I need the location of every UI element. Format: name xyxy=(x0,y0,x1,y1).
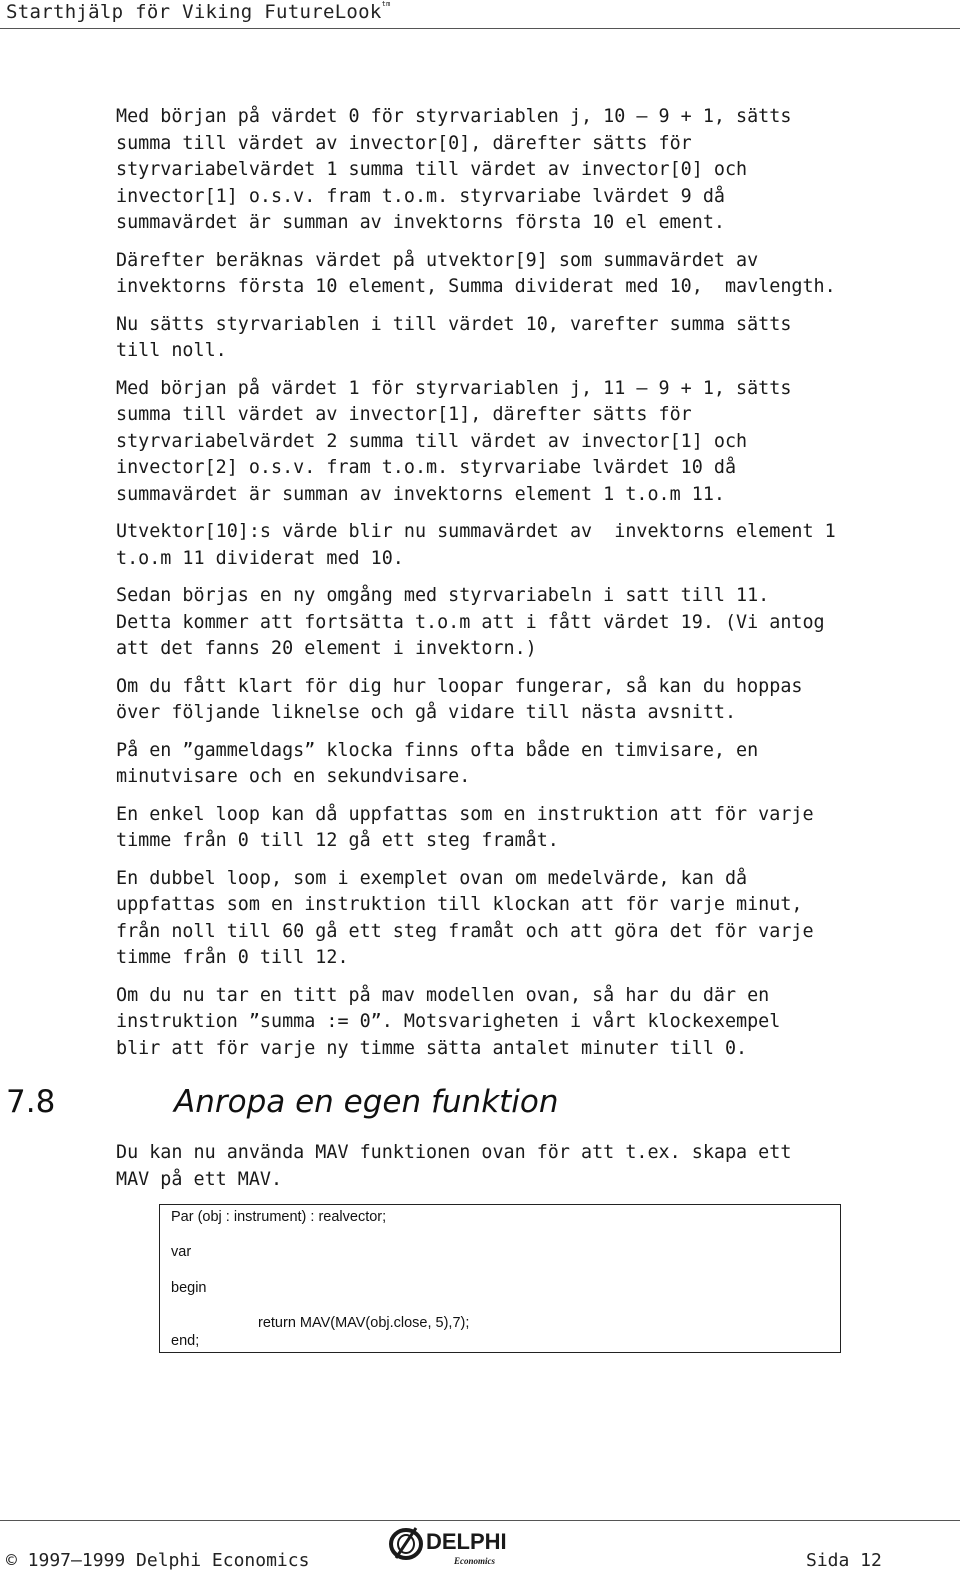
code-line-return: return MAV(MAV(obj.close, 5),7); xyxy=(258,1315,470,1331)
footer-copyright: © 1997–1999 Delphi Economics xyxy=(6,1550,310,1571)
trademark-mark: tm xyxy=(381,0,391,8)
section-intro: Du kan nu använda MAV funktionen ovan för att t.ex. skapa ett MAV på ett MAV. xyxy=(116,1142,792,1190)
delphi-logo xyxy=(382,1522,512,1566)
paragraph-loop-start-0: Med början på värdet 0 för styrvariablen j, 10 – 9 + 1, sätts summa till värdet av invector[0], därefter sätts för styrvariabelvärdet 1 summa till värdet av invector[0] och invector[1] o.s.v. fram t.o.m. styrvariabe lvärdet 9 då summavärdet är summan av invektorns första 10 el ement. xyxy=(116,106,792,233)
logo-emblem-icon xyxy=(391,1528,421,1558)
paragraph-mav-model: Om du nu tar en titt på mav modellen ovan, så har du där en instruktion ”summa := 0”. Motsvarigheten i vårt klockexempel blir att för varje ny timme sätta antalet minuter till 0. xyxy=(116,984,781,1059)
paragraph-skip-analogy: Om du fått klart för dig hur loopar fungerar, så kan du hoppas över följande liknelse och gå vidare till nästa avsnitt. xyxy=(116,675,803,723)
code-line-signature: Par (obj : instrument) : realvector; xyxy=(171,1209,387,1225)
header-title: Starthjälp för Viking FutureLook$^{tm}$ xyxy=(6,0,391,23)
code-line-var: var xyxy=(171,1244,192,1260)
footer-rule xyxy=(0,1520,960,1521)
section-title: Anropa en egen funktion xyxy=(174,1084,559,1120)
code-line-begin: begin xyxy=(171,1280,207,1296)
paragraph-new-round: Sedan börjas en ny omgång med styrvariabeln i satt till 11. Detta kommer att fortsätta t.o.m att i fått värdet 19. (Vi antog att det fanns 20 element i invektorn.) xyxy=(116,585,825,659)
header-rule xyxy=(0,28,960,29)
paragraph-compute-utvektor-9: Därefter beräknas värdet på utvektor[9] som summavärdet av invektorns första 10 element, Summa dividerat med 10, mavlength. xyxy=(116,249,836,297)
paragraph-double-loop: En dubbel loop, som i exemplet ovan om medelvärde, kan då uppfattas som en instruktion till klockan att för varje minut, från noll till 60 gå ett steg framåt och att göra det för varje timme från 0 till 12. xyxy=(116,867,814,968)
footer-page-number: Sida 12 xyxy=(806,1550,882,1571)
logo-subtext: Economics xyxy=(454,1556,496,1566)
paragraph-utvektor-10: Utvektor[10]:s värde blir nu summavärdet av invektorns element 1 t.o.m 11 dividerat med 10. xyxy=(116,521,836,569)
body-text xyxy=(116,104,956,1073)
paragraph-loop-start-1: Med början på värdet 1 för styrvariablen j, 11 – 9 + 1, sätts summa till värdet av invector[1], därefter sätts för styrvariabelvärdet 2 summa till värdet av invector[1] och invector[2] o.s.v. fram t.o.m. styrvariabe lvärdet 10 då summavärdet är summan av invektorns element 1 t.o.m 11. xyxy=(116,377,792,505)
logo-wordmark: DELPHI xyxy=(426,1529,507,1554)
section-number: 7.8 xyxy=(6,1084,56,1120)
paragraph-clock: På en ”gammeldags” klocka finns ofta både en timvisare, en minutvisare och en sekundvisare. xyxy=(116,739,759,787)
code-example-box xyxy=(159,1204,841,1353)
code-line-end: end; xyxy=(171,1333,200,1349)
paragraph-reset-summa: Nu sätts styrvariablen i till värdet 10, varefter summa sätts till noll. xyxy=(116,313,792,361)
section-heading xyxy=(6,1084,906,1130)
paragraph-single-loop: En enkel loop kan då uppfattas som en instruktion att för varje timme från 0 till 12 gå ett steg framåt. xyxy=(116,803,814,851)
